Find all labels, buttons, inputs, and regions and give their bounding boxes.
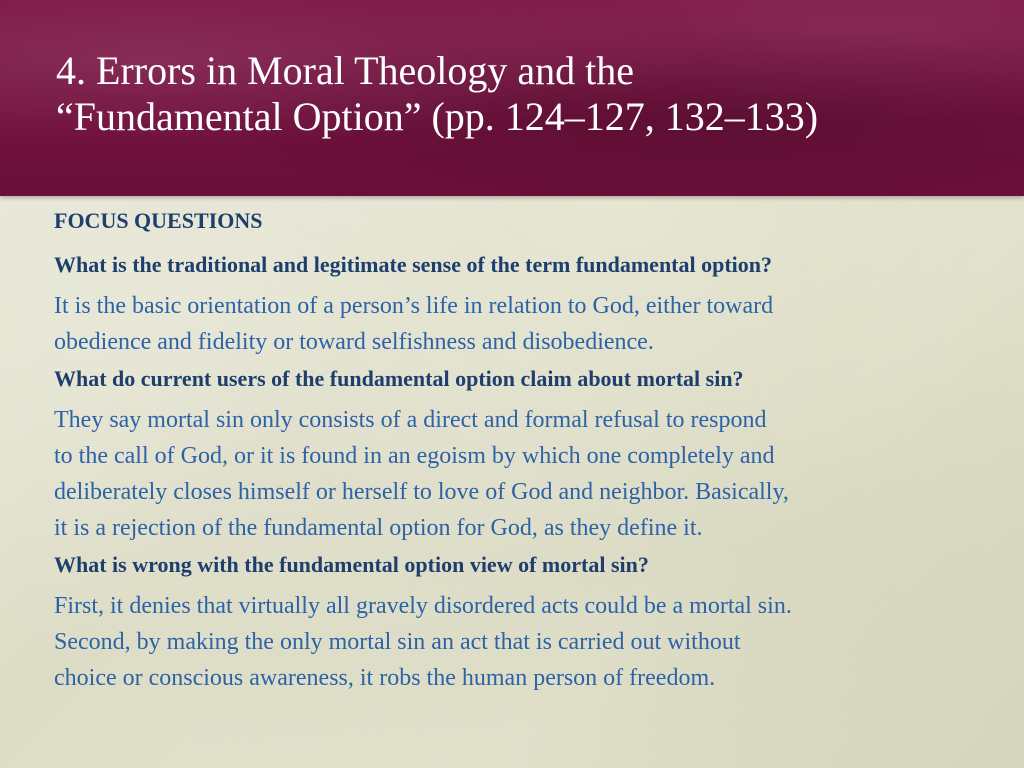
answer-1 bbox=[54, 288, 994, 360]
answer-2-line: deliberately closes himself or herself to love of God and neighbor. Basically, bbox=[54, 479, 789, 505]
answer-1-line: obedience and fidelity or toward selfishness and disobedience. bbox=[54, 329, 654, 355]
question-2: What do current users of the fundamental option claim about mortal sin? bbox=[54, 366, 744, 391]
title-banner bbox=[0, 0, 1024, 196]
answer-3-line: First, it denies that virtually all gravely disordered acts could be a mortal sin. bbox=[54, 593, 792, 619]
focus-questions-heading: FOCUS QUESTIONS bbox=[54, 208, 263, 233]
answer-2-line: to the call of God, or it is found in an egoism by which one completely and bbox=[54, 443, 775, 469]
answer-2-line: They say mortal sin only consists of a direct and formal refusal to respond bbox=[54, 407, 767, 433]
slide-title-line-1: 4. Errors in Moral Theology and the bbox=[56, 48, 635, 93]
answer-1-line: It is the basic orientation of a person’s life in relation to God, either toward bbox=[54, 293, 774, 319]
answer-3-line: Second, by making the only mortal sin an act that is carried out without bbox=[54, 629, 741, 655]
slide-title bbox=[56, 48, 996, 140]
slide-body bbox=[54, 206, 994, 700]
answer-3 bbox=[54, 588, 994, 696]
question-3: What is wrong with the fundamental option view of mortal sin? bbox=[54, 552, 649, 577]
answer-2-line: it is a rejection of the fundamental option for God, as they define it. bbox=[54, 515, 703, 541]
question-1: What is the traditional and legitimate sense of the term fundamental option? bbox=[54, 252, 773, 277]
answer-3-line: choice or conscious awareness, it robs the human person of freedom. bbox=[54, 665, 716, 691]
answer-2 bbox=[54, 402, 994, 546]
slide-title-line-2: “Fundamental Option” (pp. 124–127, 132–133) bbox=[56, 94, 819, 139]
